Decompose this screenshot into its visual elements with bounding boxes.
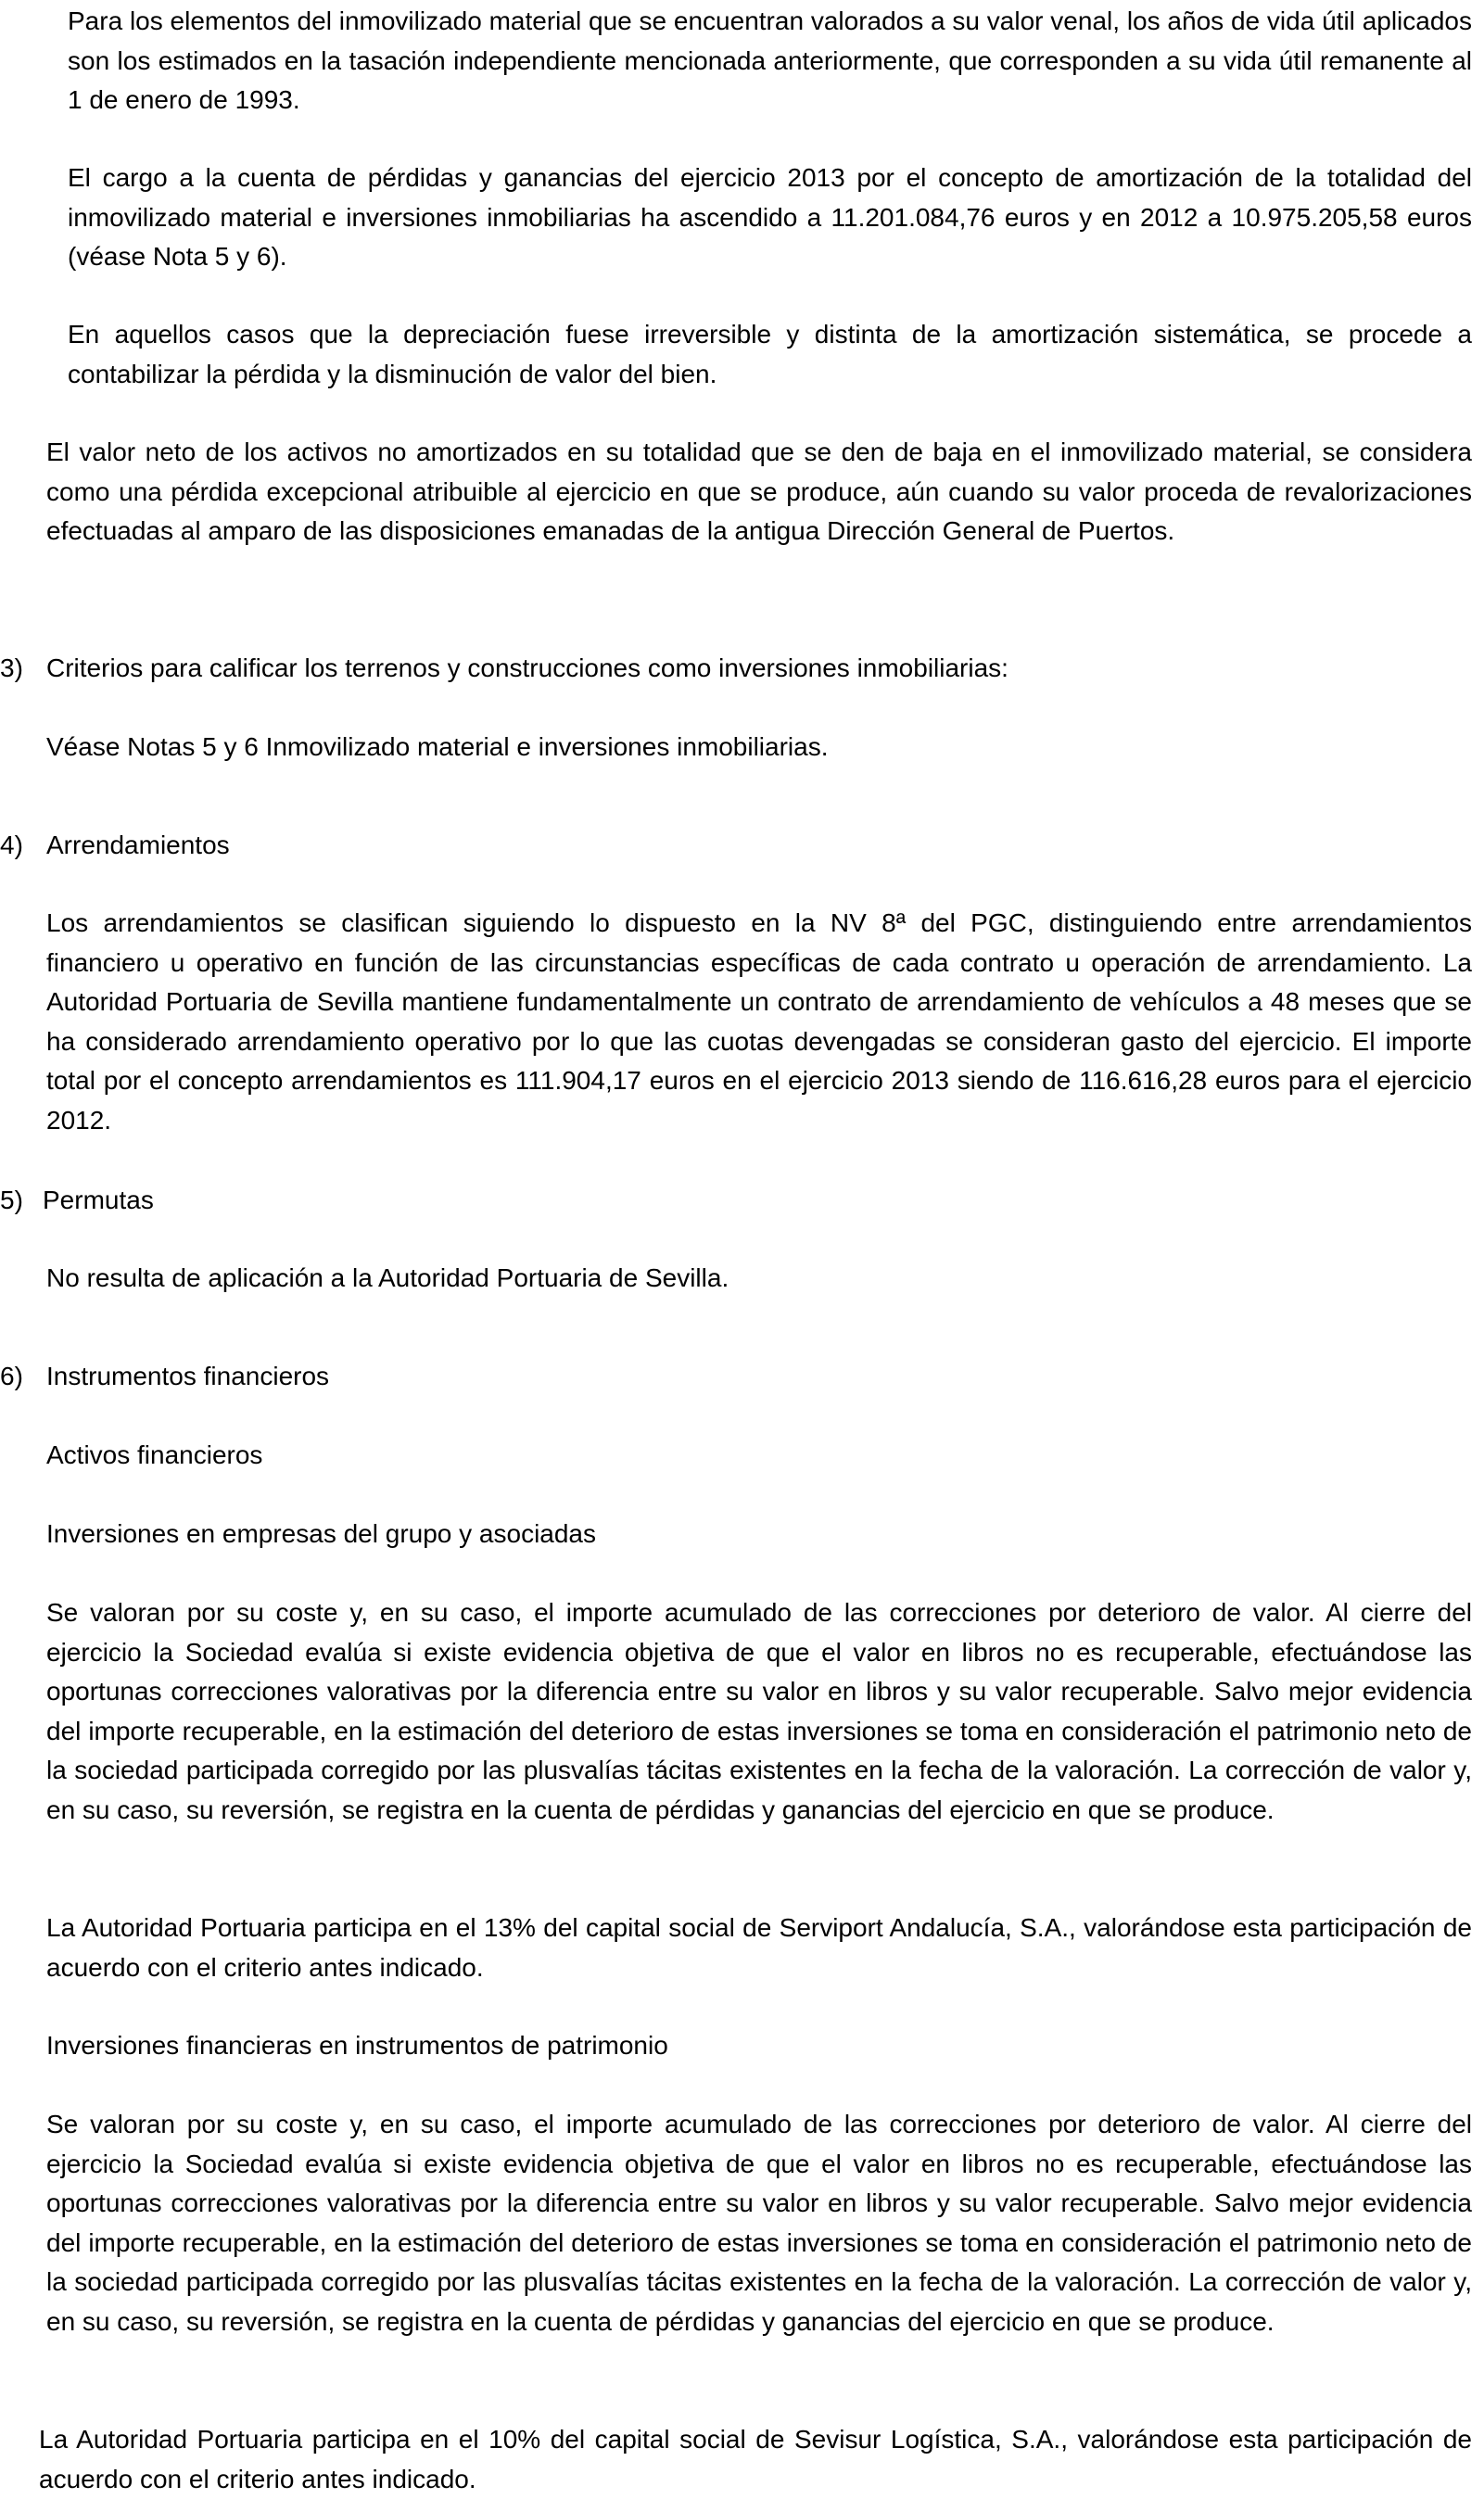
- paragraph-instrumentos-patrimonio: Se valoran por su coste y, en su caso, el importe acumulado de las correcciones por deterioro de valor. Al cierre del ejercicio la Sociedad evalúa si existe evidencia objetiva de que el valor en libros no es recuperable, efectuándose las oportunas correcciones valorativas por la diferencia entre su valor en libros y su valor recuperable. Salvo mejor evidencia del importe recuperable, en la estimación del deterioro de estas inversiones se toma en consideración el patrimonio neto de la sociedad participada corregido por las plusvalías tácitas existentes en la fecha de la valoración. La corrección de valor y, en su caso, su reversión, se registra en la cuenta de pérdidas y ganancias del ejercicio en que se produce.: [46, 2110, 1472, 2336]
- paragraph-serviport: La Autoridad Portuaria participa en el 13% del capital social de Serviport Andalucía, S.A., valorándose esta participación de acuerdo con el criterio antes indicado.: [46, 1913, 1472, 1982]
- paragraph-cargo-amortizacion: El cargo a la cuenta de pérdidas y ganancias del ejercicio 2013 por el concepto de amortización de la totalidad del inmovilizado material e inversiones inmobiliarias ha ascendido a 11.201.084,76 euros y en 2012 a 10.975.205,58 euros (véase Nota 5 y 6).: [68, 163, 1472, 271]
- section-title: Criterios para calificar los terrenos y construcciones como inversiones inmobiliarias:: [46, 653, 1008, 682]
- section-number: 6): [0, 1362, 23, 1390]
- subheading-inversiones-grupo: Inversiones en empresas del grupo y asociadas: [46, 1519, 597, 1548]
- section-title: Arrendamientos: [46, 831, 230, 859]
- section-number: 5): [0, 1186, 23, 1214]
- section-heading-5: [0, 1181, 154, 1221]
- paragraph-section-3-body: Véase Notas 5 y 6 Inmovilizado material e inversiones inmobiliarias.: [46, 732, 829, 761]
- section-number: 3): [0, 653, 23, 682]
- section-heading-6: [0, 1357, 329, 1397]
- subheading-activos-financieros: Activos financieros: [46, 1440, 263, 1469]
- paragraph-valor-neto: El valor neto de los activos no amortizados en su totalidad que se den de baja en el inmovilizado material, se considera como una pérdida excepcional atribuible al ejercicio en que se produce, aún cuando su valor proceda de revalorizaciones efectuadas al amparo de las disposiciones emanadas de la antigua Dirección General de Puertos.: [46, 438, 1472, 545]
- paragraph-valor-venal: Para los elementos del inmovilizado material que se encuentran valorados a su valor venal, los años de vida útil aplicados son los estimados en la tasación independiente mencionada anteriormente, que corresponden a su vida útil remanente al 1 de enero de 1993.: [68, 6, 1472, 114]
- paragraph-permutas: No resulta de aplicación a la Autoridad Portuaria de Sevilla.: [46, 1263, 729, 1292]
- paragraph-arrendamientos: Los arrendamientos se clasifican siguiendo lo dispuesto en la NV 8ª del PGC, distinguiendo entre arrendamientos financiero u operativo en función de las circunstancias específicas de cada contrato u operación de arrendamiento. La Autoridad Portuaria de Sevilla mantiene fundamentalmente un contrato de arrendamiento de vehículos a 48 meses que se ha considerado arrendamiento operativo por lo que las cuotas devengadas se consideran gasto del ejercicio. El importe total por el concepto arrendamientos es 111.904,17 euros en el ejercicio 2013 siendo de 116.616,28 euros para el ejercicio 2012.: [46, 908, 1472, 1135]
- section-title: Permutas: [43, 1186, 154, 1214]
- paragraph-inversiones-grupo: Se valoran por su coste y, en su caso, el importe acumulado de las correcciones por deterioro de valor. Al cierre del ejercicio la Sociedad evalúa si existe evidencia objetiva de que el valor en libros no es recuperable, efectuándose las oportunas correcciones valorativas por la diferencia entre su valor en libros y su valor recuperable. Salvo mejor evidencia del importe recuperable, en la estimación del deterioro de estas inversiones se toma en consideración el patrimonio neto de la sociedad participada corregido por las plusvalías tácitas existentes en la fecha de la valoración. La corrección de valor y, en su caso, su reversión, se registra en la cuenta de pérdidas y ganancias del ejercicio en que se produce.: [46, 1598, 1472, 1824]
- section-title: Instrumentos financieros: [46, 1362, 330, 1390]
- section-heading-4: [0, 826, 230, 866]
- section-heading-3: [0, 649, 1008, 689]
- paragraph-depreciacion: En aquellos casos que la depreciación fuese irreversible y distinta de la amortización sistemática, se procede a contabilizar la pérdida y la disminución de valor del bien.: [68, 320, 1472, 388]
- paragraph-sevisur: La Autoridad Portuaria participa en el 10% del capital social de Sevisur Logística, S.A., valorándose esta participación de acuerdo con el criterio antes indicado.: [39, 2425, 1472, 2493]
- section-number: 4): [0, 831, 23, 859]
- subheading-instrumentos-patrimonio: Inversiones financieras en instrumentos de patrimonio: [46, 2031, 668, 2060]
